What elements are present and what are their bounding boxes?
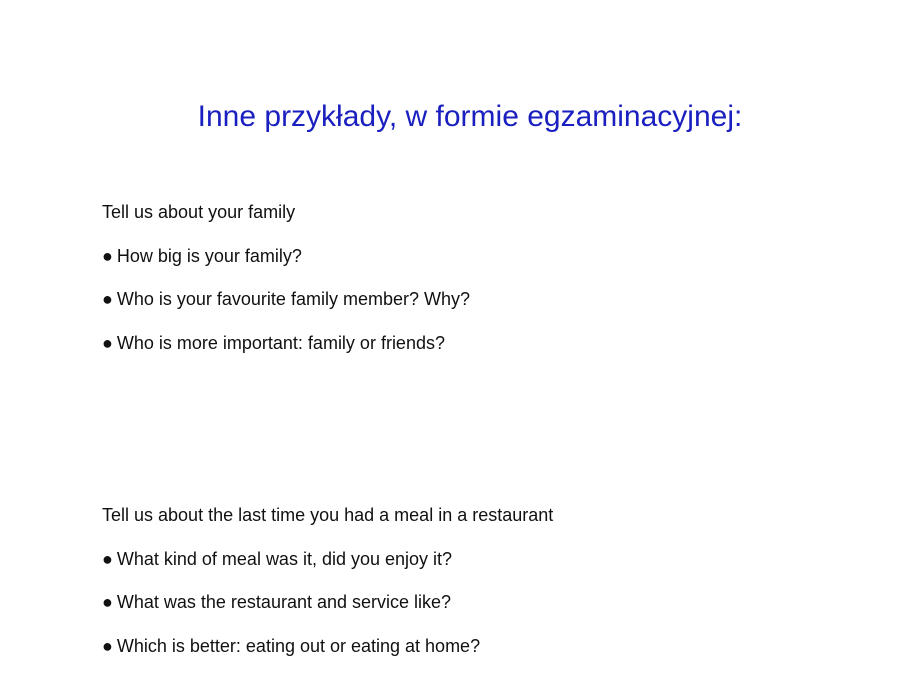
question-section-restaurant [102,504,862,657]
section-heading: Tell us about your family [102,202,296,222]
list-item [102,332,862,354]
list-item-text: Who is more important: family or friends? [116,332,445,353]
question-section-family [102,201,862,354]
list-item-text: How big is your family? [116,245,302,266]
bullet-icon: ● [102,635,113,656]
list-item-text: What was the restaurant and service like? [116,592,452,612]
bullet-icon: ● [102,289,113,309]
bullet-icon: ● [102,592,113,612]
slide-title: Inne przykłady, w formie egzaminacyjnej: [197,100,743,133]
list-item-text: Who is your favourite family member? Why? [116,289,470,309]
list-item-text: What kind of meal was it, did you enjoy it? [116,548,453,569]
list-item [102,288,862,310]
list-item [102,591,862,613]
bullet-icon: ● [102,245,113,266]
list-item [102,635,862,657]
list-item [102,245,862,267]
section-heading: Tell us about the last time you had a meal in a restaurant [102,505,554,525]
bullet-icon: ● [102,548,113,569]
list-item-text: Which is better: eating out or eating at home? [116,635,481,656]
bullet-icon: ● [102,332,113,353]
list-item [102,548,862,570]
